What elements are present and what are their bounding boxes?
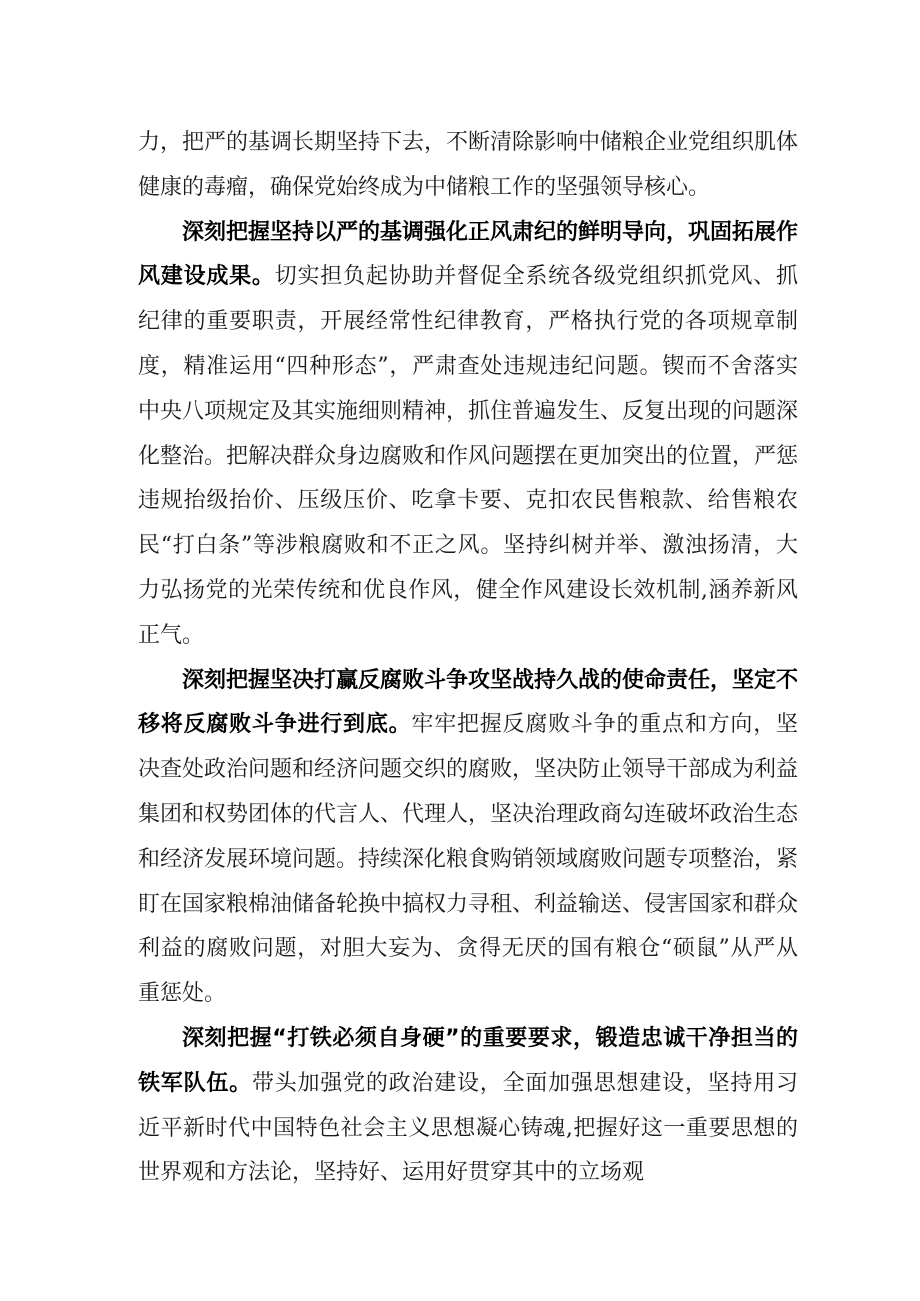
- document-body: [138, 121, 798, 1196]
- paragraph-continuation: [138, 121, 798, 211]
- paragraph-conduct-discipline: [138, 211, 798, 659]
- paragraph-anti-corruption: [138, 659, 798, 1017]
- paragraph-self-discipline: [138, 1017, 798, 1196]
- paragraph-lead-heading: 深刻把握“打铁必须自身硬”的重要要求，锻造忠诚干净担当的铁军队伍。: [138, 1025, 798, 1096]
- paragraph-body: 牢牢把握反腐败斗争的重点和方向，坚决查处政治问题和经济问题交织的腐败，坚决防止领导干部成为利益集团和权势团体的代言人、代理人，坚决治理政商勾连破坏政治生态和经济发展环境问题。持续深化粮食购销领域腐败问题专项整治，紧盯在国家粮棉油储备轮换中搞权力寻租、利益输送、侵害国家和群众利益的腐败问题，对胆大妄为、贪得无厌的国有粮仓“硕鼠”从严从重惩处。: [138, 712, 799, 1007]
- paragraph-lead-heading: 深刻把握坚持以严的基调强化正风肃纪的鲜明导向，巩固拓展作风建设成果。: [138, 219, 799, 290]
- paragraph-lead-heading: 深刻把握坚决打赢反腐败斗争攻坚战持久战的使命责任，坚定不移将反腐败斗争进行到底。: [138, 667, 799, 738]
- paragraph-body: 带头加强党的政治建设，全面加强思想建设，坚持用习近平新时代中国特色社会主义思想凝心铸魂,把握好这一重要思想的世界观和方法论，坚持好、运用好贯穿其中的立场观: [138, 1070, 798, 1186]
- paragraph-body: 切实担负起协助并督促全系统各级党组织抓党风、抓纪律的重要职责，开展经常性纪律教育，严格执行党的各项规章制度，精准运用“四种形态”，严肃查处违规违纪问题。锲而不舍落实中央八项规定及其实施细则精神，抓住普遍发生、反复出现的问题深化整治。把解决群众身边腐败和作风问题摆在更加突出的位置，严惩违规抬级抬价、压级压价、吃拿卡要、克扣农民售粮款、给售粮农民“打白条”等涉粮腐败和不正之风。坚持纠树并举、激浊扬清，大力弘扬党的光荣传统和优良作风，健全作风建设长效机制,涵养新风正气。: [138, 264, 799, 648]
- paragraph-body: 力，把严的基调长期坚持下去，不断清除影响中储粮企业党组织肌体健康的毒瘤，确保党始终成为中储粮工作的坚强领导核心。: [138, 130, 799, 200]
